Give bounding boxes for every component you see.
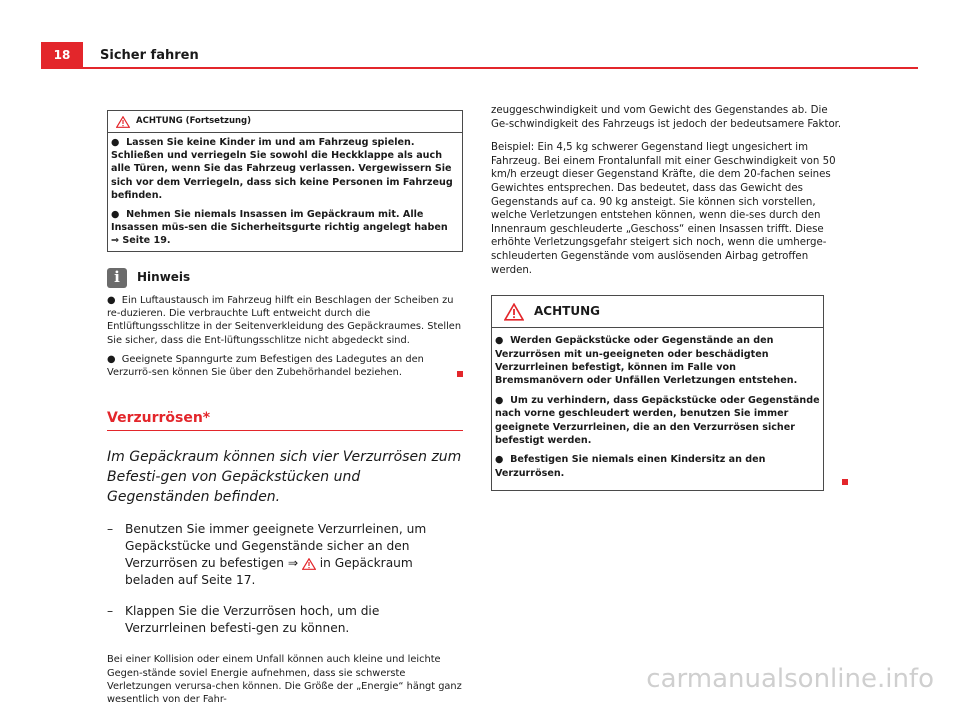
info-icon: i xyxy=(107,268,127,288)
hinweis-item xyxy=(107,353,463,380)
section-title: Verzurrösen* xyxy=(107,412,463,432)
warning-triangle-icon xyxy=(302,558,316,570)
step-text: Klappen Sie die Verzurrösen hoch, um die Verzurrleinen befesti-gen zu können. xyxy=(125,604,380,636)
warning-item-text: Befestigen Sie niemals einen Kindersitz an den Verzurrösen. xyxy=(495,454,766,479)
step-dash: – xyxy=(107,604,114,619)
section-end-marker xyxy=(842,479,848,485)
warning-title: ACHTUNG xyxy=(534,304,600,319)
warning-triangle-icon xyxy=(116,116,130,128)
hinweis-item xyxy=(107,294,463,347)
warning-body xyxy=(492,328,823,490)
hinweis-item-text: Ein Luftaustausch im Fahrzeug hilft ein Beschlagen der Scheiben zu re-duzieren. Die verbrauchte Luft entweicht durch die Entlüftungsschlitze in der Seitenverkleidung des Gepäckraumes. Stellen Sie sicher, dass die Ent-lüftungsschlitze nicht abgedeckt sind. xyxy=(107,294,462,346)
bullet: ● xyxy=(111,208,120,220)
header-rule xyxy=(41,67,918,69)
running-header-title: Sicher fahren xyxy=(100,48,199,63)
section-end-marker xyxy=(457,371,463,377)
bullet: ● xyxy=(495,335,504,347)
page-number: 18 xyxy=(41,42,83,68)
instruction-step xyxy=(107,603,463,637)
step-reference: in Gepäckraum beladen auf Seite 17. xyxy=(125,556,413,588)
warning-continued-title: ACHTUNG (Fortsetzung) xyxy=(136,116,252,126)
warning-row xyxy=(491,287,848,491)
bullet: ● xyxy=(495,454,504,466)
warning-header xyxy=(492,296,823,328)
hinweis-header xyxy=(107,268,463,288)
instruction-step xyxy=(107,521,463,589)
warning-continued-header xyxy=(108,111,462,133)
warning-item xyxy=(495,453,820,480)
warning-triangle-icon xyxy=(504,303,524,321)
warning-item xyxy=(111,136,459,203)
warning-item-text: Nehmen Sie niemals Insassen im Gepäckraum mit. Alle Insassen müs-sen die Sicherheitsgurte richtig angelegt haben ⇒ Seite 19. xyxy=(111,208,448,247)
body-paragraph: Bei einer Kollision oder einem Unfall können auch kleine und leichte Gegen-stände soviel Energie aufnehmen, dass sie schwerste Verletzungen verursa-chen können. Die Größe der „Energie“ hängt ganz wesentlich von der Fahr- xyxy=(107,654,462,706)
hinweis-body xyxy=(107,294,463,380)
bullet: ● xyxy=(107,294,116,306)
step-dash: – xyxy=(107,522,114,537)
warning-item xyxy=(495,394,820,448)
hinweis-title: Hinweis xyxy=(137,270,191,285)
body-paragraph: zeuggeschwindigkeit und vom Gewicht des Gegenstandes ab. Die Ge-schwindigkeit des Fahrzeugs ist jedoch der bedeutsamere Faktor. xyxy=(491,105,842,130)
warning-item-text: Lassen Sie keine Kinder im und am Fahrzeug spielen. Schließen und verriegeln Sie sowohl die Heckklappe als auch alle Türen, wenn Sie das Fahrzeug verlassen. Vergewissern Sie sich vor dem Verriegeln, dass sich keine Personen im Fahrzeug befinden. xyxy=(111,136,453,202)
body-paragraph: Beispiel: Ein 4,5 kg schwerer Gegenstand liegt ungesichert im Fahrzeug. Bei einem Frontalunfall mit einer Geschwindigkeit von 50 km/h erzeugt dieser Gegenstand Kräfte, die dem 20-fachen seines Gewichtes entsprechen. Das bedeutet, dass das Gewicht des Gegenstands auf ca. 90 kg ansteigt. Sie können sich vorstellen, welche Verletzungen entstehen können, wenn die-ses durch den Innenraum geschleuderte „Geschoss“ einen Insassen trifft. Diese erhöhte Verletzungsgefahr steigert sich noch, wenn die umherge-schleuderten Gegenstände vom auslösenden Airbag getroffen werden. xyxy=(491,142,836,276)
section-intro: Im Gepäckraum können sich vier Verzurrösen zum Befesti-gen von Gepäckstücken und Gegenständen befinden. xyxy=(107,449,462,506)
warning-item xyxy=(111,208,459,248)
warning-box xyxy=(491,295,824,491)
warning-continued-body xyxy=(108,133,462,251)
watermark: carmanualsonline.info xyxy=(646,664,934,694)
warning-item xyxy=(495,334,820,388)
left-column xyxy=(107,110,463,707)
warning-item-text: Werden Gepäckstücke oder Gegenstände an den Verzurrösen mit un-geeigneten oder beschädigten Verzurrleinen befestigt, können im Falle von Bremsmanövern oder Unfällen Verletzungen entstehen. xyxy=(495,335,798,387)
hinweis-item-text: Geeignete Spanngurte zum Befestigen des Ladegutes an den Verzurrö-sen können Sie über den Zubehörhandel beziehen. xyxy=(107,354,424,379)
step-content xyxy=(125,521,463,589)
warning-continued-box xyxy=(107,110,463,252)
bullet: ● xyxy=(107,354,116,366)
step-text: Benutzen Sie immer geeignete Verzurrleinen, um Gepäckstücke und Gegenstände sicher an den Verzurrösen zu befestigen ⇒ xyxy=(125,522,427,571)
bullet: ● xyxy=(495,394,504,406)
warning-item-text: Um zu verhindern, dass Gepäckstücke oder Gegenstände nach vorne geschleudert werden, benutzen Sie immer geeignete Verzurrleinen, die an den Verzurrösen sicher befestigt werden. xyxy=(495,394,820,446)
right-column xyxy=(491,104,848,491)
bullet: ● xyxy=(111,136,120,148)
